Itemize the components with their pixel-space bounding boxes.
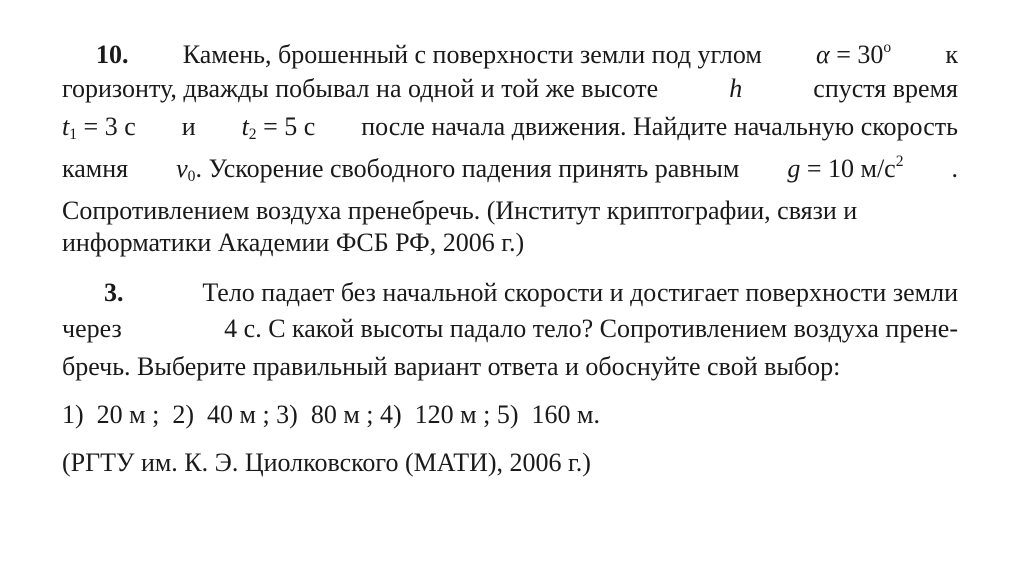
problem-3-line-1: 3. Тело падает без начальной скорости и достигает поверхности земли xyxy=(104,276,958,310)
problem-10-line-1: 10. Камень, брошенный с поверхности земли под углом $\alpha = 30^o$ к xyxy=(96,38,958,72)
time-2-formula: $t_2 = 5$ с xyxy=(241,112,316,143)
problem-10-text: Камень, брошенный с поверхности земли под углом xyxy=(182,40,762,69)
answer-options: 1) 20 м ; 2) 40 м ; 3) 80 м ; 4) 120 м ; 5) 160 м. xyxy=(62,400,600,429)
gravity-formula: g = 10 $м/с^2$ xyxy=(787,153,904,183)
fall-time-formula: 4 с. С какой высоты падало тело? Сопротивлением воздуха прене- xyxy=(224,314,958,343)
angle-formula: $\alpha = 30^o$ xyxy=(816,39,892,69)
problem-10-number: 10. xyxy=(96,40,129,69)
height-variable: h xyxy=(729,74,743,103)
problem-3-source: (РГТУ им. К. Э. Циолковского (МАТИ), 2006 г.) xyxy=(62,448,591,477)
problem-10-line-2: горизонту, дважды побывал на одной и той же высоте h спустя время xyxy=(62,72,958,106)
time-1-formula: $t_1 = 3$ с xyxy=(62,112,136,143)
problem-10-line-4: камня $v_0$. Ускорение свободного падения принять равным g = 10 $м/с^2$ . xyxy=(62,153,958,185)
initial-speed-formula: $v_0$. Ускорение свободного падения принять равным xyxy=(176,154,740,185)
problem-3-line-2: через 4 с. С какой высоты падало тело? Сопротивлением воздуха прене- xyxy=(62,312,958,346)
problem-10-line-6: информатики Академии ФСБ РФ, 2006 г.) xyxy=(62,228,525,257)
problem-10-line-3: $t_1 = 3$ с и $t_2 = 5$ с после начала движения. Найдите начальную скорость xyxy=(62,112,958,143)
problem-3-number: 3. xyxy=(104,278,124,307)
problem-10-line-5: Сопротивлением воздуха пренебречь. (Институт криптографии, связи и xyxy=(62,196,858,225)
problem-3-line-3: бречь. Выберите правильный вариант ответа и обоснуйте свой выбор: xyxy=(62,352,841,381)
